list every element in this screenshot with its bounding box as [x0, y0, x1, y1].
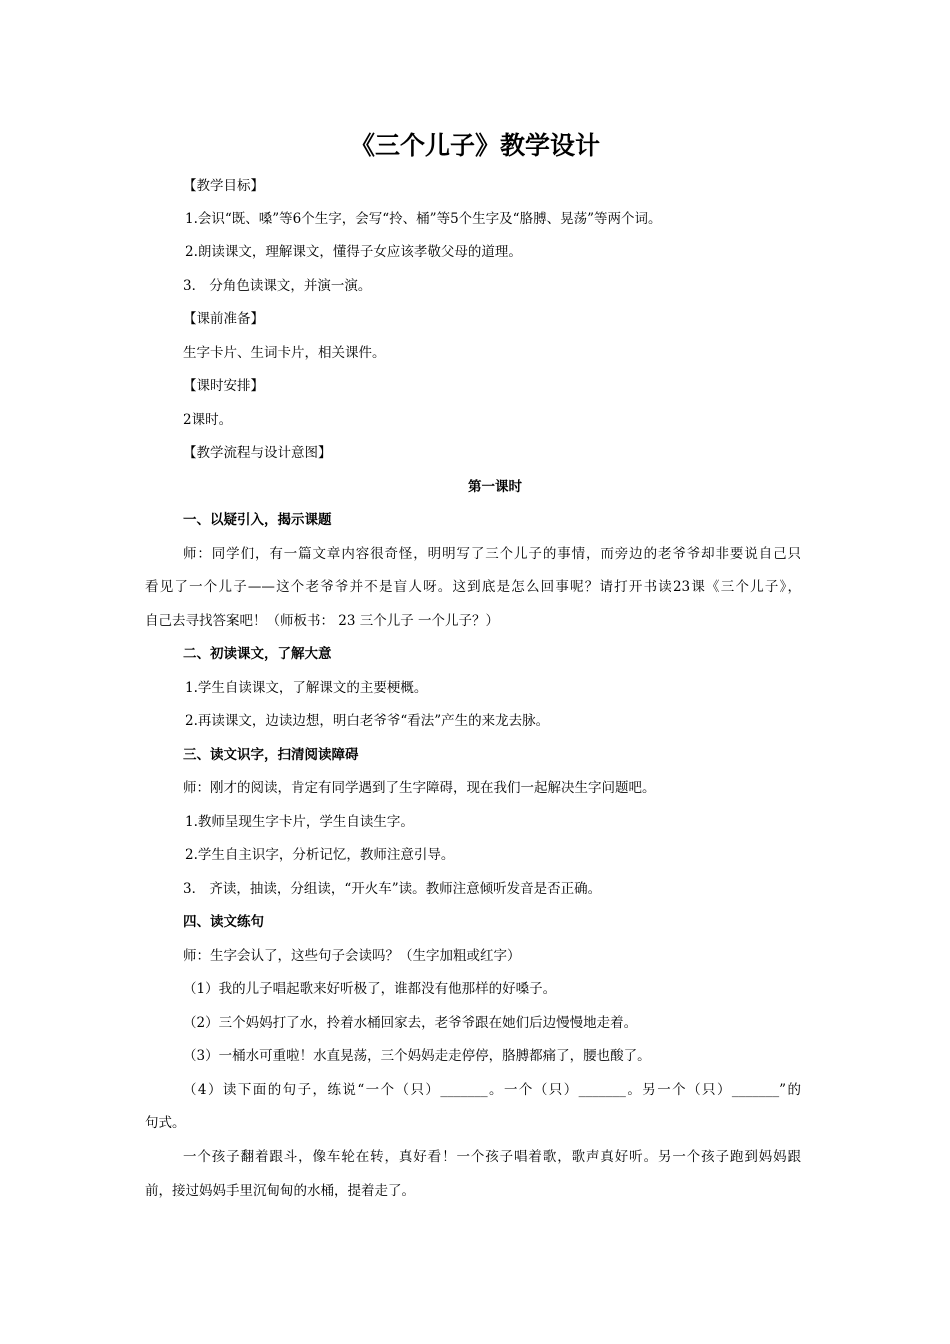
sentence-item: （3）一桶水可重啦！水直晃荡，三个妈妈走走停停，胳膊都痛了，腰也酸了。 — [183, 1048, 651, 1064]
paragraph-line: 师：刚才的阅读，肯定有同学遇到了生字障碍，现在我们一起解决生字问题吧。 — [183, 780, 656, 796]
paragraph-line: 句式。 — [145, 1115, 186, 1131]
part-heading-3: 三、读文识字，扫清阅读障碍 — [183, 747, 359, 763]
list-item: 1.教师呈现生字卡片，学生自读生字。 — [185, 814, 414, 830]
sentence-item: （1）我的儿子唱起歌来好听极了，谁都没有他那样的好嗓子。 — [183, 981, 557, 997]
objective-2: 2.朗读课文，理解课文，懂得子女应该孝敬父母的道理。 — [185, 244, 522, 260]
paragraph-line: 一个孩子翻着跟斗，像车轮在转，真好看！一个孩子唱着歌，歌声真好听。另一个孩子跑到妈妈跟 — [183, 1149, 801, 1165]
section-heading-schedule: 【课时安排】 — [183, 378, 264, 394]
section-heading-objectives: 【教学目标】 — [183, 178, 264, 194]
objective-1: 1.会识“既、嗓”等6个生字，会写“拎、桶”等5个生字及“胳膊、晃荡”等两个词。 — [185, 211, 662, 227]
list-item: 2.再读课文，边读边想，明白老爷爷“看法”产生的来龙去脉。 — [185, 713, 550, 729]
sentence-item: （2）三个妈妈打了水，拎着水桶回家去，老爷爷跟在她们后边慢慢地走着。 — [183, 1015, 638, 1031]
paragraph-line: 自己去寻找答案吧！（师板书： 23 三个儿子 一个儿子？） — [145, 613, 500, 629]
paragraph-line: 前，接过妈妈手里沉甸甸的水桶，提着走了。 — [145, 1183, 415, 1199]
list-item: 3． 齐读，抽读，分组读，“开火车”读。教师注意倾听发音是否正确。 — [183, 881, 602, 897]
schedule-text: 2课时。 — [183, 412, 233, 428]
preparation-text: 生字卡片、生词卡片，相关课件。 — [183, 345, 386, 361]
list-item: 2.学生自主识字，分析记忆，教师注意引导。 — [185, 847, 455, 863]
paragraph-line: 师：同学们，有一篇文章内容很奇怪，明明写了三个儿子的事情，而旁边的老爷爷却非要说自己只 — [183, 546, 801, 562]
paragraph-line: 师：生字会认了，这些句子会读吗？（生字加粗或红字） — [183, 948, 521, 964]
list-item: 1.学生自读课文，了解课文的主要梗概。 — [185, 680, 428, 696]
sentence-item: （4）读下面的句子，练说“一个（只）_______。一个（只）_______。另一个（只）_______”的 — [183, 1082, 801, 1098]
part-heading-1: 一、以疑引入，揭示课题 — [183, 512, 332, 528]
lesson-heading: 第一课时 — [468, 479, 522, 495]
paragraph-line: 看见了一个儿子——这个老爷爷并不是盲人呀。这到底是怎么回事呢？请打开书读23课《三个儿子》， — [145, 579, 801, 595]
part-heading-4: 四、读文练句 — [183, 914, 264, 930]
part-heading-2: 二、初读课文，了解大意 — [183, 646, 332, 662]
objective-3: 3． 分角色读课文，并演一演。 — [183, 278, 372, 294]
document-title: 《三个儿子》教学设计 — [349, 131, 600, 160]
section-heading-preparation: 【课前准备】 — [183, 311, 264, 327]
section-heading-process: 【教学流程与设计意图】 — [183, 445, 332, 461]
